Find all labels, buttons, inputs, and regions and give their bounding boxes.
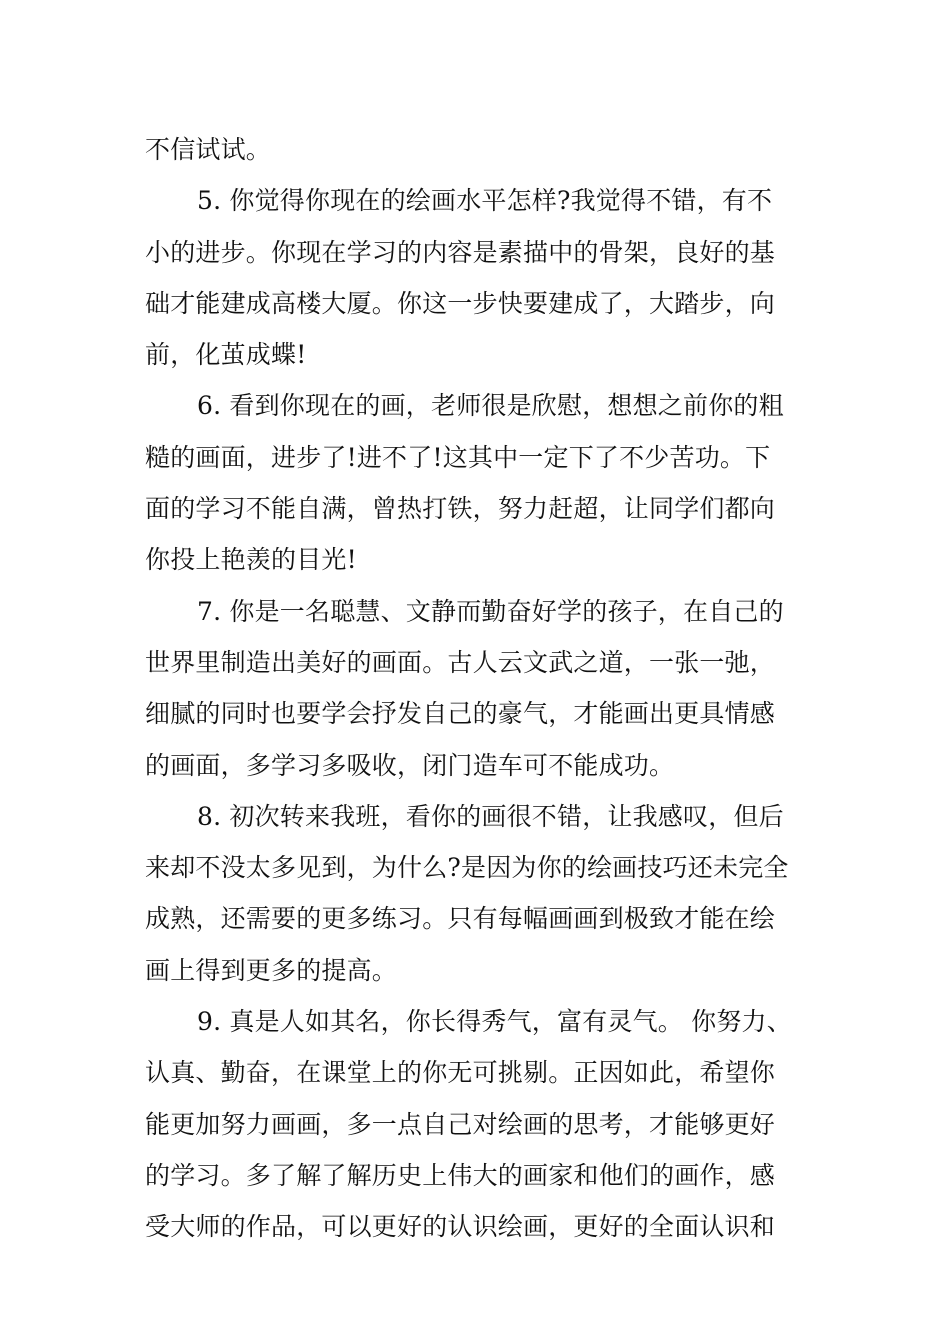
paragraph-9-line: 9. 真是人如其名，你长得秀气，富有灵气。 你努力、 bbox=[197, 1007, 792, 1037]
text-line: 来却不没太多见到，为什么?是因为你的绘画技巧还未完全 bbox=[145, 853, 789, 883]
paragraph-7-line: 7. 你是一名聪慧、文静而勤奋好学的孩子，在自己的 bbox=[197, 596, 784, 626]
text-line: 成熟，还需要的更多练习。只有每幅画画到极致才能在绘 bbox=[145, 904, 776, 934]
text-line: 世界里制造出美好的画面。古人云文武之道，一张一弛， bbox=[145, 647, 776, 677]
paragraph-6-line: 6. 看到你现在的画，老师很是欣慰，想想之前你的粗 bbox=[197, 391, 784, 421]
text-line: 糙的画面，进步了!进不了!这其中一定下了不少苦功。下 bbox=[145, 442, 771, 472]
paragraph-8-line: 8. 初次转来我班，看你的画很不错，让我感叹，但后 bbox=[197, 801, 784, 831]
text-line: 面的学习不能自满，曾热打铁，努力赶超，让同学们都向 bbox=[145, 494, 776, 524]
text-line: 前，化茧成蝶! bbox=[145, 340, 307, 370]
paragraph-5-line: 5. 你觉得你现在的绘画水平怎样?我觉得不错，有不 bbox=[197, 186, 773, 216]
text-line: 能更加努力画画，多一点自己对绘画的思考，才能够更好 bbox=[145, 1109, 776, 1139]
text-line: 你投上艳羡的目光! bbox=[145, 545, 357, 575]
text-line: 小的进步。你现在学习的内容是素描中的骨架，良好的基 bbox=[145, 237, 776, 267]
text-line: 的学习。多了解了解历史上伟大的画家和他们的画作，感 bbox=[145, 1160, 776, 1190]
text-line: 认真、勤奋，在课堂上的你无可挑剔。正因如此，希望你 bbox=[145, 1058, 776, 1088]
document-page bbox=[145, 124, 810, 1253]
text-line: 受大师的作品，可以更好的认识绘画，更好的全面认识和 bbox=[145, 1212, 776, 1242]
text-line: 不信试试。 bbox=[145, 135, 272, 164]
text-line: 细腻的同时也要学会抒发自己的豪气，才能画出更具情感 bbox=[145, 699, 776, 729]
text-line: 画上得到更多的提高。 bbox=[145, 955, 398, 985]
text-line: 础才能建成高楼大厦。你这一步快要建成了，大踏步，向 bbox=[145, 288, 776, 318]
text-line: 的画面，多学习多吸收，闭门造车可不能成功。 bbox=[145, 750, 675, 780]
